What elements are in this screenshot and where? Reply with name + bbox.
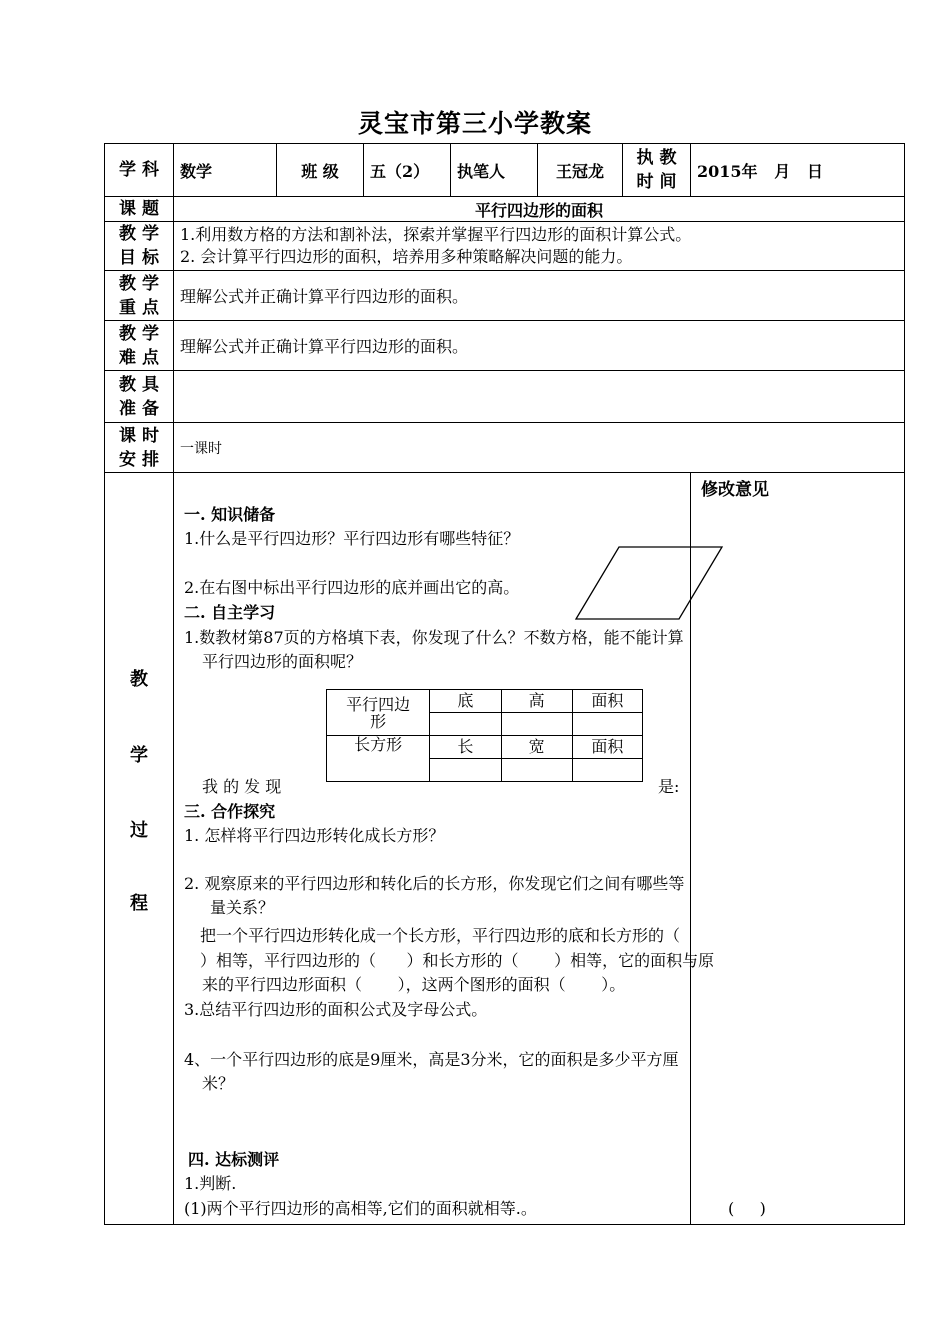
page-title: 灵宝市第三小学教案: [357, 109, 592, 138]
question-text: 平行四边形的面积呢？: [202, 652, 363, 671]
section-heading: 一. 知识储备: [184, 505, 276, 524]
fill-blank-text: 把一个平行四边形转化成一个长方形，平行四边形的底和长方形的（: [200, 926, 681, 945]
tools-value: [174, 371, 905, 423]
revision-label: 修改意见: [701, 480, 769, 500]
table-header-cell: 底: [430, 690, 501, 713]
question-text: 量关系？: [210, 898, 275, 917]
key-points-row: [105, 271, 905, 321]
class-label: 班 级: [277, 144, 364, 197]
process-row: [105, 473, 905, 1225]
section-heading: 四. 达标测评: [188, 1150, 280, 1169]
topic-value: 平行四边形的面积: [174, 197, 905, 222]
judge-item: (1)两个平行四边形的高相等,它们的面积就相等.。: [184, 1199, 537, 1218]
lesson-plan-table: [104, 143, 905, 1225]
tools-label: 教 具 准 备: [105, 371, 174, 423]
discovery-label: 我 的 发 现: [202, 777, 282, 796]
objectives-label: 教 学 目 标: [105, 222, 174, 271]
subject-label: 学 科: [105, 144, 174, 197]
question-text: 2.在右图中标出平行四边形的底并画出它的高。: [184, 578, 520, 597]
question-text: 1.判断.: [184, 1174, 237, 1193]
table-header-cell: 高: [501, 690, 572, 713]
class-value: 五（2）: [364, 144, 451, 197]
objectives-row: [105, 222, 905, 271]
teaching-time-label: 执 教 时 间: [623, 144, 691, 197]
topic-row: [105, 197, 905, 222]
table-row-label: 平行四边 形: [327, 690, 430, 736]
teaching-time-value: 2015年 月 日: [691, 144, 905, 197]
schedule-value: 一课时: [174, 423, 905, 473]
blank-cell[interactable]: [501, 713, 572, 736]
table-row-label: 长方形: [327, 736, 430, 782]
objectives-content: [174, 222, 905, 271]
blank-cell[interactable]: [572, 713, 642, 736]
fill-blank-text: ）相等，平行四边形的（ ）和长方形的（ ）相等，它的面积与原: [200, 951, 715, 970]
question-text: 3.总结平行四边形的面积公式及字母公式。: [184, 1000, 488, 1019]
section-heading: 三. 合作探究: [184, 802, 276, 821]
fill-blank-text: 来的平行四边形面积（ ），这两个图形的面积（ ）。: [202, 975, 626, 994]
objective-item: 2. 会计算平行四边形的面积，培养用多种策略解决问题的能力。: [180, 247, 633, 266]
key-points-label: 教 学 重 点: [105, 271, 174, 321]
fill-in-table: [326, 689, 643, 782]
answer-paren: ( ): [728, 1199, 766, 1218]
tools-row: [105, 371, 905, 423]
difficulties-value: 理解公式并正确计算平行四边形的面积。: [174, 321, 905, 371]
schedule-label: 课 时 安 排: [105, 423, 174, 473]
header-row: [105, 144, 905, 197]
process-label: 教 学 过 程: [105, 473, 174, 1225]
table-header-cell: 面积: [572, 690, 642, 713]
table-header-cell: 宽: [501, 736, 572, 759]
schedule-row: [105, 423, 905, 473]
question-text: 1. 怎样将平行四边形转化成长方形？: [184, 826, 445, 845]
question-text: 4、一个平行四边形的底是9厘米，高是3分米，它的面积是多少平方厘: [184, 1050, 679, 1069]
objective-item: 1.利用数方格的方法和割补法，探索并掌握平行四边形的面积计算公式。: [180, 225, 692, 244]
blank-cell[interactable]: [430, 759, 501, 782]
subject-value: 数学: [174, 144, 277, 197]
section-heading: 二. 自主学习: [184, 603, 276, 622]
key-points-value: 理解公式并正确计算平行四边形的面积。: [174, 271, 905, 321]
difficulties-row: [105, 321, 905, 371]
blank-cell[interactable]: [430, 713, 501, 736]
revision-column: [691, 473, 905, 1225]
question-text: 1.数教材第87页的方格填下表，你发现了什么？不数方格，能不能计算: [184, 628, 684, 647]
author-label: 执笔人: [451, 144, 538, 197]
difficulties-label: 教 学 难 点: [105, 321, 174, 371]
question-text: 米？: [202, 1074, 235, 1093]
blank-cell[interactable]: [572, 759, 642, 782]
topic-label: 课 题: [105, 197, 174, 222]
table-header-cell: 长: [430, 736, 501, 759]
blank-cell[interactable]: [501, 759, 572, 782]
question-text: 1.什么是平行四边形？平行四边形有哪些特征？: [184, 529, 520, 548]
author-value: 王冠龙: [538, 144, 623, 197]
question-text: 2. 观察原来的平行四边形和转化后的长方形，你发现它们之间有哪些等: [184, 874, 685, 893]
discovery-label-end: 是:: [658, 777, 680, 796]
table-header-cell: 面积: [572, 736, 642, 759]
